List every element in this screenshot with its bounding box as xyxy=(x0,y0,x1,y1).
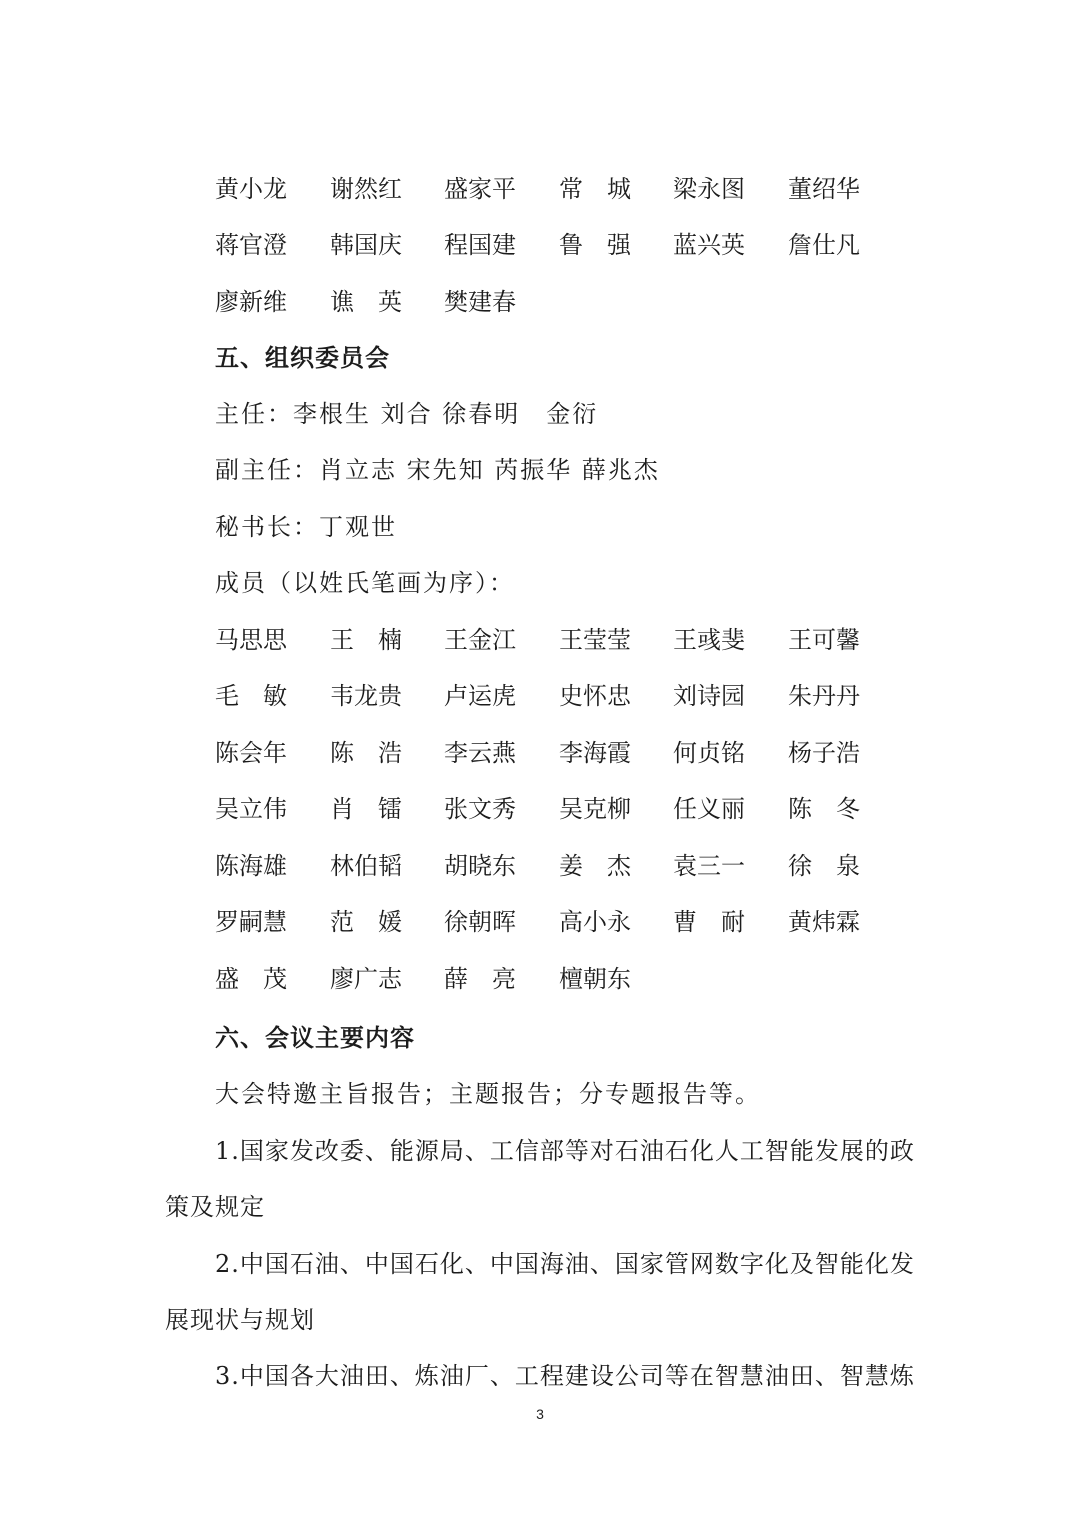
deputy-director-line: 副主任：肖立志 宋先知 芮振华 薛兆杰 xyxy=(215,456,660,484)
name-row xyxy=(215,680,975,712)
person-name: 梁永图 xyxy=(673,175,745,203)
person-name: 吴立伟 xyxy=(215,795,287,823)
person-name: 王莹莹 xyxy=(559,626,631,654)
person-name: 李海霞 xyxy=(559,739,631,767)
person-name: 陈 冬 xyxy=(788,795,860,823)
name-row xyxy=(215,229,975,261)
person-name: 马思思 xyxy=(215,626,287,654)
section-heading: 六、会议主要内容 xyxy=(215,1024,415,1052)
person-name: 任义丽 xyxy=(673,795,745,823)
content-item xyxy=(165,1248,925,1336)
person-name: 廖广志 xyxy=(330,965,402,993)
person-name: 林伯韬 xyxy=(330,852,402,880)
person-name: 王彧斐 xyxy=(673,626,745,654)
person-name: 黄小龙 xyxy=(215,175,287,203)
person-name: 蒋官澄 xyxy=(215,231,287,259)
person-name: 蓝兴英 xyxy=(673,231,745,259)
person-name: 陈 浩 xyxy=(330,739,402,767)
person-name: 何贞铭 xyxy=(673,739,745,767)
person-name: 黄炜霖 xyxy=(788,908,860,936)
person-name: 王可馨 xyxy=(788,626,860,654)
director-line: 主任：李根生 刘合 徐春明 金衍 xyxy=(215,400,599,428)
person-name: 韦龙贵 xyxy=(330,682,402,710)
person-name: 鲁 强 xyxy=(559,231,631,259)
person-name: 薛 亮 xyxy=(444,965,516,993)
person-name: 陈会年 xyxy=(215,739,287,767)
person-name: 吴克柳 xyxy=(559,795,631,823)
person-name: 王 楠 xyxy=(330,626,402,654)
person-name: 朱丹丹 xyxy=(788,682,860,710)
name-row xyxy=(215,286,975,318)
person-name: 袁三一 xyxy=(673,852,745,880)
person-name: 胡晓东 xyxy=(444,852,516,880)
person-name: 盛家平 xyxy=(444,175,516,203)
section-heading: 五、组织委员会 xyxy=(215,344,390,372)
name-row xyxy=(215,963,975,995)
person-name: 董绍华 xyxy=(788,175,860,203)
intro-line: 大会特邀主旨报告；主题报告；分专题报告等。 xyxy=(215,1080,761,1108)
person-name: 张文秀 xyxy=(444,795,516,823)
person-name: 徐 泉 xyxy=(788,852,860,880)
name-row xyxy=(215,850,975,882)
person-name: 罗嗣慧 xyxy=(215,908,287,936)
person-name: 曹 耐 xyxy=(673,908,745,936)
person-name: 檀朝东 xyxy=(559,965,631,993)
person-name: 韩国庆 xyxy=(330,231,402,259)
person-name: 高小永 xyxy=(559,908,631,936)
name-row xyxy=(215,624,975,656)
content-item xyxy=(165,1135,925,1223)
person-name: 史怀忠 xyxy=(559,682,631,710)
person-name: 陈海雄 xyxy=(215,852,287,880)
person-name: 刘诗园 xyxy=(673,682,745,710)
person-name: 杨子浩 xyxy=(788,739,860,767)
person-name: 肖 镭 xyxy=(330,795,402,823)
content-item-line2: 策及规定 xyxy=(165,1193,265,1221)
members-label: 成员（以姓氏笔画为序）： xyxy=(215,569,515,597)
person-name: 卢运虎 xyxy=(444,682,516,710)
name-row xyxy=(215,906,975,938)
name-row xyxy=(215,173,975,205)
person-name: 范 媛 xyxy=(330,908,402,936)
person-name: 詹仕凡 xyxy=(788,231,860,259)
person-name: 毛 敏 xyxy=(215,682,287,710)
person-name: 常 城 xyxy=(559,175,631,203)
content-item xyxy=(165,1360,925,1392)
person-name: 王金江 xyxy=(444,626,516,654)
content-item-line2: 展现状与规划 xyxy=(165,1306,315,1334)
content-item-line1: 1.国家发改委、能源局、工信部等对石油石化人工智能发展的政 xyxy=(215,1137,915,1165)
content-item-line1: 2.中国石油、中国石化、中国海油、国家管网数字化及智能化发 xyxy=(215,1250,915,1278)
person-name: 盛 茂 xyxy=(215,965,287,993)
page-number: 3 xyxy=(536,1406,544,1422)
person-name: 程国建 xyxy=(444,231,516,259)
secretary-general-line: 秘书长：丁观世 xyxy=(215,513,397,541)
person-name: 徐朝晖 xyxy=(444,908,516,936)
person-name: 谢然红 xyxy=(330,175,402,203)
content-item-line1: 3.中国各大油田、炼油厂、工程建设公司等在智慧油田、智慧炼 xyxy=(215,1362,915,1390)
person-name: 樊建春 xyxy=(444,288,516,316)
name-row xyxy=(215,793,975,825)
person-name: 廖新维 xyxy=(215,288,287,316)
person-name: 姜 杰 xyxy=(559,852,631,880)
person-name: 李云燕 xyxy=(444,739,516,767)
name-row xyxy=(215,737,975,769)
person-name: 谯 英 xyxy=(330,288,402,316)
